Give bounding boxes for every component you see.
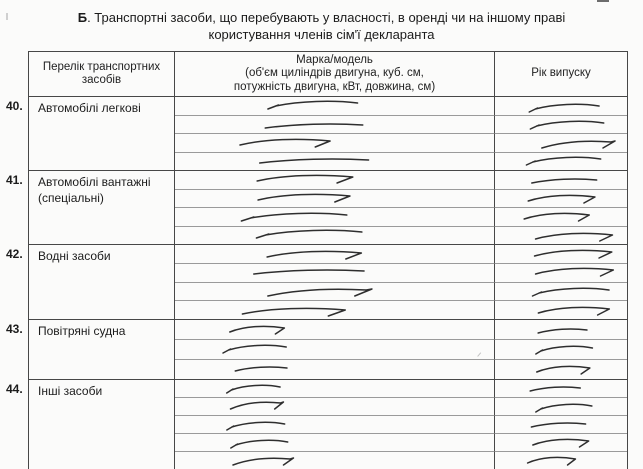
year-entry-cell	[495, 190, 627, 209]
handwritten-dash-mark	[532, 247, 617, 261]
header-vehicle-list	[29, 52, 175, 97]
model-entry-cell	[175, 245, 495, 264]
row-number: 43.	[6, 322, 23, 336]
year-entry-cell	[495, 264, 627, 283]
row-label: Автомобілі вантажні (спеціальні)	[38, 175, 151, 205]
year-entry-cell	[495, 380, 627, 398]
handwritten-dash-mark	[264, 248, 368, 262]
year-entry-cell	[495, 153, 627, 172]
row-label: Повітряні судна	[38, 324, 126, 338]
row-number: 44.	[6, 382, 23, 396]
model-entry-cell	[175, 452, 495, 469]
model-entry-cell	[175, 283, 495, 302]
year-entry-cell	[495, 171, 627, 190]
handwritten-dash-mark	[261, 119, 367, 133]
header-year	[495, 52, 627, 97]
handwritten-dash-mark	[221, 342, 289, 356]
year-entry-cell	[495, 340, 627, 360]
vehicle-type-cell	[29, 171, 175, 245]
header-vehicle-list-text: Перелік транспортних засобів	[42, 60, 161, 86]
handwritten-dash-mark	[529, 174, 599, 188]
year-entry-cell	[495, 116, 627, 135]
handwritten-dash-mark	[529, 418, 588, 432]
handwritten-dash-mark	[233, 362, 289, 376]
model-entry-cell	[175, 116, 495, 135]
handwritten-dash-mark	[254, 172, 359, 186]
handwritten-dash-mark	[249, 265, 369, 279]
model-entry-cell	[175, 97, 495, 116]
handwritten-dash-mark	[537, 138, 617, 152]
model-entry-cell	[175, 264, 495, 283]
handwritten-dash-mark	[534, 401, 594, 415]
model-entry-cell	[175, 416, 495, 434]
handwritten-dash-mark	[225, 419, 287, 433]
handwritten-dash-mark	[533, 265, 618, 279]
handwritten-dash-mark	[239, 305, 352, 319]
handwritten-dash-mark	[255, 154, 373, 168]
year-entry-cell	[495, 416, 627, 434]
year-entry-cell	[495, 301, 627, 320]
handwritten-dash-mark	[229, 455, 295, 469]
model-entry-cell	[175, 320, 495, 340]
handwritten-dash-mark	[522, 210, 594, 224]
handwritten-dash-mark	[536, 304, 614, 318]
row-label: Автомобілі легкові	[38, 101, 141, 115]
header-model-line3: потужність двигуна, кВт, довжина, см)	[233, 80, 436, 93]
handwritten-dash-mark	[527, 101, 602, 115]
handwritten-dash-mark	[225, 382, 282, 396]
model-entry-cell	[175, 360, 495, 380]
year-entry-cell	[495, 97, 627, 116]
handwritten-dash-mark	[229, 437, 290, 451]
section-title-line2: користування членів сім'ї декларанта	[208, 27, 435, 42]
handwritten-dash-mark	[528, 118, 607, 132]
row-number: 40.	[6, 99, 23, 113]
handwritten-dash-mark	[526, 192, 599, 206]
header-model	[175, 52, 495, 97]
scan-artifact	[597, 0, 609, 2]
vehicle-type-cell	[29, 245, 175, 320]
model-entry-cell	[175, 171, 495, 190]
header-year-text: Рік випуску	[531, 67, 591, 80]
model-entry-cell	[175, 340, 495, 360]
year-entry-cell	[495, 452, 627, 469]
header-model-line2: (об'єм циліндрів двигуна, куб. см,	[245, 67, 424, 80]
section-title-line1	[0, 9, 643, 26]
year-entry-cell	[495, 245, 627, 264]
model-entry-cell	[175, 380, 495, 398]
handwritten-dash-mark	[227, 399, 285, 413]
year-entry-cell	[495, 434, 627, 452]
handwritten-dash-mark	[237, 136, 336, 150]
handwritten-dash-mark	[530, 285, 612, 299]
handwritten-dash-mark	[535, 363, 593, 377]
handwritten-dash-mark	[533, 230, 618, 244]
handwritten-dash-mark	[534, 343, 595, 357]
model-entry-cell	[175, 434, 495, 452]
model-entry-cell	[175, 398, 495, 416]
header-model-line1: Марка/модель	[296, 53, 373, 66]
row-label: Інші засоби	[38, 384, 103, 398]
model-entry-cell	[175, 301, 495, 320]
row-number: 41.	[6, 173, 23, 187]
vehicle-type-cell	[29, 97, 175, 171]
section-letter: Б	[77, 10, 88, 25]
year-entry-cell	[495, 398, 627, 416]
year-entry-cell	[495, 134, 627, 153]
handwritten-dash-mark	[531, 436, 592, 450]
vehicle-type-cell	[29, 320, 175, 380]
model-entry-cell	[175, 190, 495, 209]
year-entry-cell	[495, 208, 627, 227]
handwritten-dash-mark	[255, 191, 356, 205]
row-number: 42.	[6, 247, 23, 261]
year-entry-cell	[495, 283, 627, 302]
handwritten-dash-mark	[228, 323, 288, 337]
year-entry-cell	[495, 360, 627, 380]
handwritten-dash-mark	[253, 227, 366, 241]
section-title-line1-text: . Транспортні засоби, що перебувають у власності, в оренді чи на іншому праві	[87, 10, 566, 25]
handwritten-dash-mark	[528, 382, 582, 396]
handwritten-dash-mark	[265, 98, 361, 112]
handwritten-dash-mark	[526, 454, 579, 468]
model-entry-cell	[175, 134, 495, 153]
handwritten-dash-mark	[536, 324, 589, 338]
year-entry-cell	[495, 227, 627, 246]
model-entry-cell	[175, 227, 495, 246]
vehicle-type-cell	[29, 380, 175, 469]
scan-artifact	[6, 13, 8, 20]
section-title	[0, 9, 643, 43]
vehicles-table	[28, 51, 628, 469]
handwritten-dash-mark	[238, 210, 351, 224]
model-entry-cell	[175, 153, 495, 172]
model-entry-cell	[175, 208, 495, 227]
year-entry-cell	[495, 320, 627, 340]
handwritten-dash-mark	[524, 154, 604, 168]
handwritten-dash-mark	[261, 286, 375, 300]
row-label: Водні засоби	[38, 249, 111, 263]
